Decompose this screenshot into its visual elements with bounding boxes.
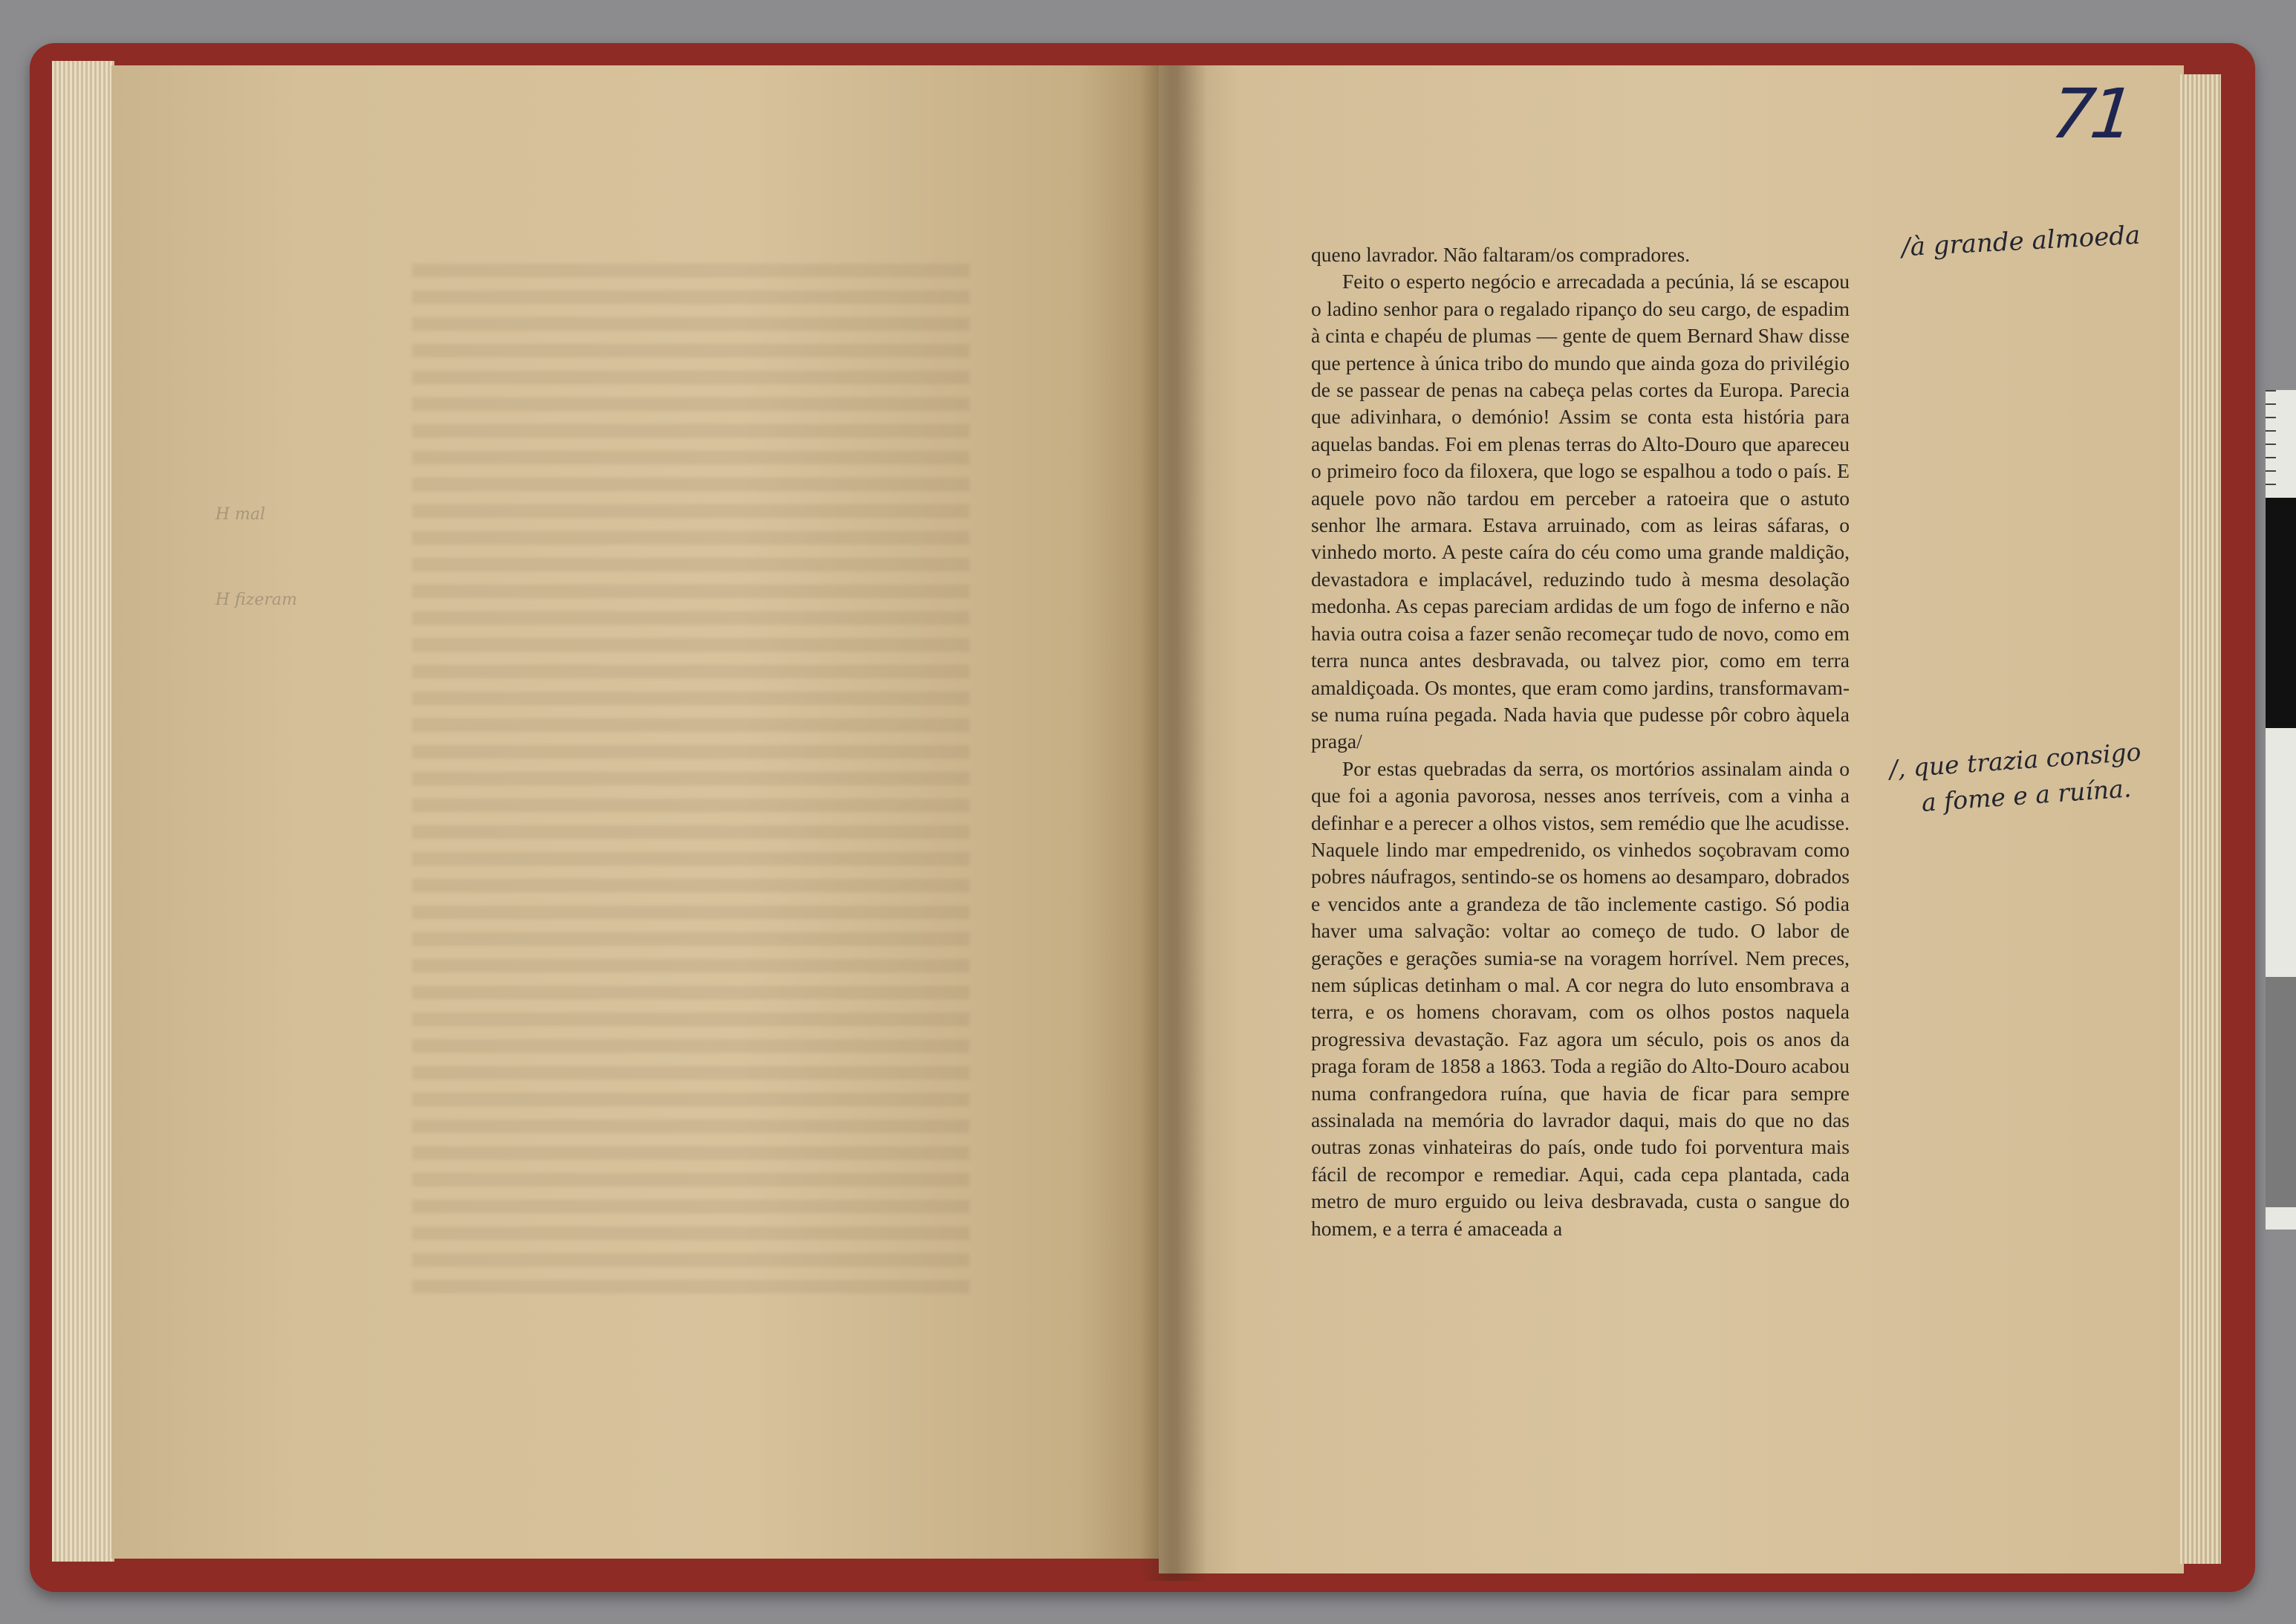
- body-text: [1311, 241, 1850, 1242]
- paragraph: queno lavrador. Não faltaram/os compradores.: [1311, 243, 1691, 266]
- left-page-edges: [52, 61, 114, 1562]
- gutter-shadow: [1140, 65, 1207, 1581]
- left-page-mark: H mal: [215, 505, 266, 524]
- folio-number: 71: [2047, 74, 2134, 154]
- paragraph: Feito o esperto negócio e arrecadada a pecúnia, lá se escapou o ladino senhor para o regalado ripanço do seu cargo, de espadim à cinta e chapéu de plumas — gente de quem Bernard Shaw disse que pertence à única tribo do mundo que ainda goza do privilégio de se passear de penas na cabeça pelas cortes da Europa. Parecia que adivinhara, o demónio! Assim se conta esta história para aquelas bandas. Foi em plenas terras do Alto-Douro que apareceu o primeiro foco da filoxera, que logo se espalhou a todo o país. E aquele povo não tardou em perceber a ratoeira que o astuto senhor lhe armara. Estava arruinado, com as leiras sáfaras, o vinhedo morto. A peste caíra do céu como uma grande maldição, devastadora e implacável, reduzindo tudo à mesma desolação medonha. As cepas pareciam ardidas de um fogo de inferno e não havia outra coisa a fazer senão recomeçar tudo de novo, como em terra nunca antes desbravada, ou talvez pior, como em terra amaldiçoada. Os montes, que eram como jardins, transformavam-se numa ruína pegada. Nada havia que pudesse pôr cobro àquela praga/: [1311, 270, 1850, 753]
- bleed-through-text: [412, 264, 969, 1304]
- grey-patch: [2266, 977, 2296, 1207]
- left-page-marks: [215, 505, 297, 609]
- right-page-edges: [2180, 74, 2221, 1564]
- margin-note: /à grande almoeda: [1901, 220, 2141, 263]
- margin-note-line: a fome e a ruína.: [1920, 773, 2133, 817]
- left-page-mark: H fizeram: [215, 591, 297, 609]
- color-calibration-strip: [2266, 390, 2296, 1230]
- black-patch: [2266, 498, 2296, 728]
- paragraph: Por estas quebradas da serra, os mortórios assinalam ainda o que foi a agonia pavorosa, nesses anos terríveis, com a vinha a definhar e a perecer a olhos vistos, sem remédio que lhe acudisse. Naquele lindo mar empedrenido, os vinhedos soçobravam como pobres náufragos, sentindo-se os homens ao desamparo, dobrados e vencidos ante a grandeza de tão inclemente castigo. Só podia haver uma salvação: voltar ao começo de tudo. O labor de gerações e gerações sumia-se na voragem horrível. Nem preces, nem súplicas detinham o mal. A cor negra do luto ensombrava a terra, e os homens choravam, com os olhos postos naquela progressiva devastação. Faz agora um século, pois os anos da praga foram de 1858 a 1863. Toda a região do Alto-Douro acabou numa confrangedora ruína, que havia de ficar para sempre assinalada na memória do lavrador daqui, mais do que no das outras zonas vinhateiras do país, onde tudo foi porventura mais fácil de recompor e remediar. Aqui, cada cepa plantada, cada metro de muro erguido ou leiva desbravada, custa o sangue do homem, e a terra é amaceada a: [1311, 756, 1850, 1240]
- ruler-ticks: [2266, 390, 2276, 494]
- margin-note-line: /, que trazia consigo: [1888, 737, 2142, 784]
